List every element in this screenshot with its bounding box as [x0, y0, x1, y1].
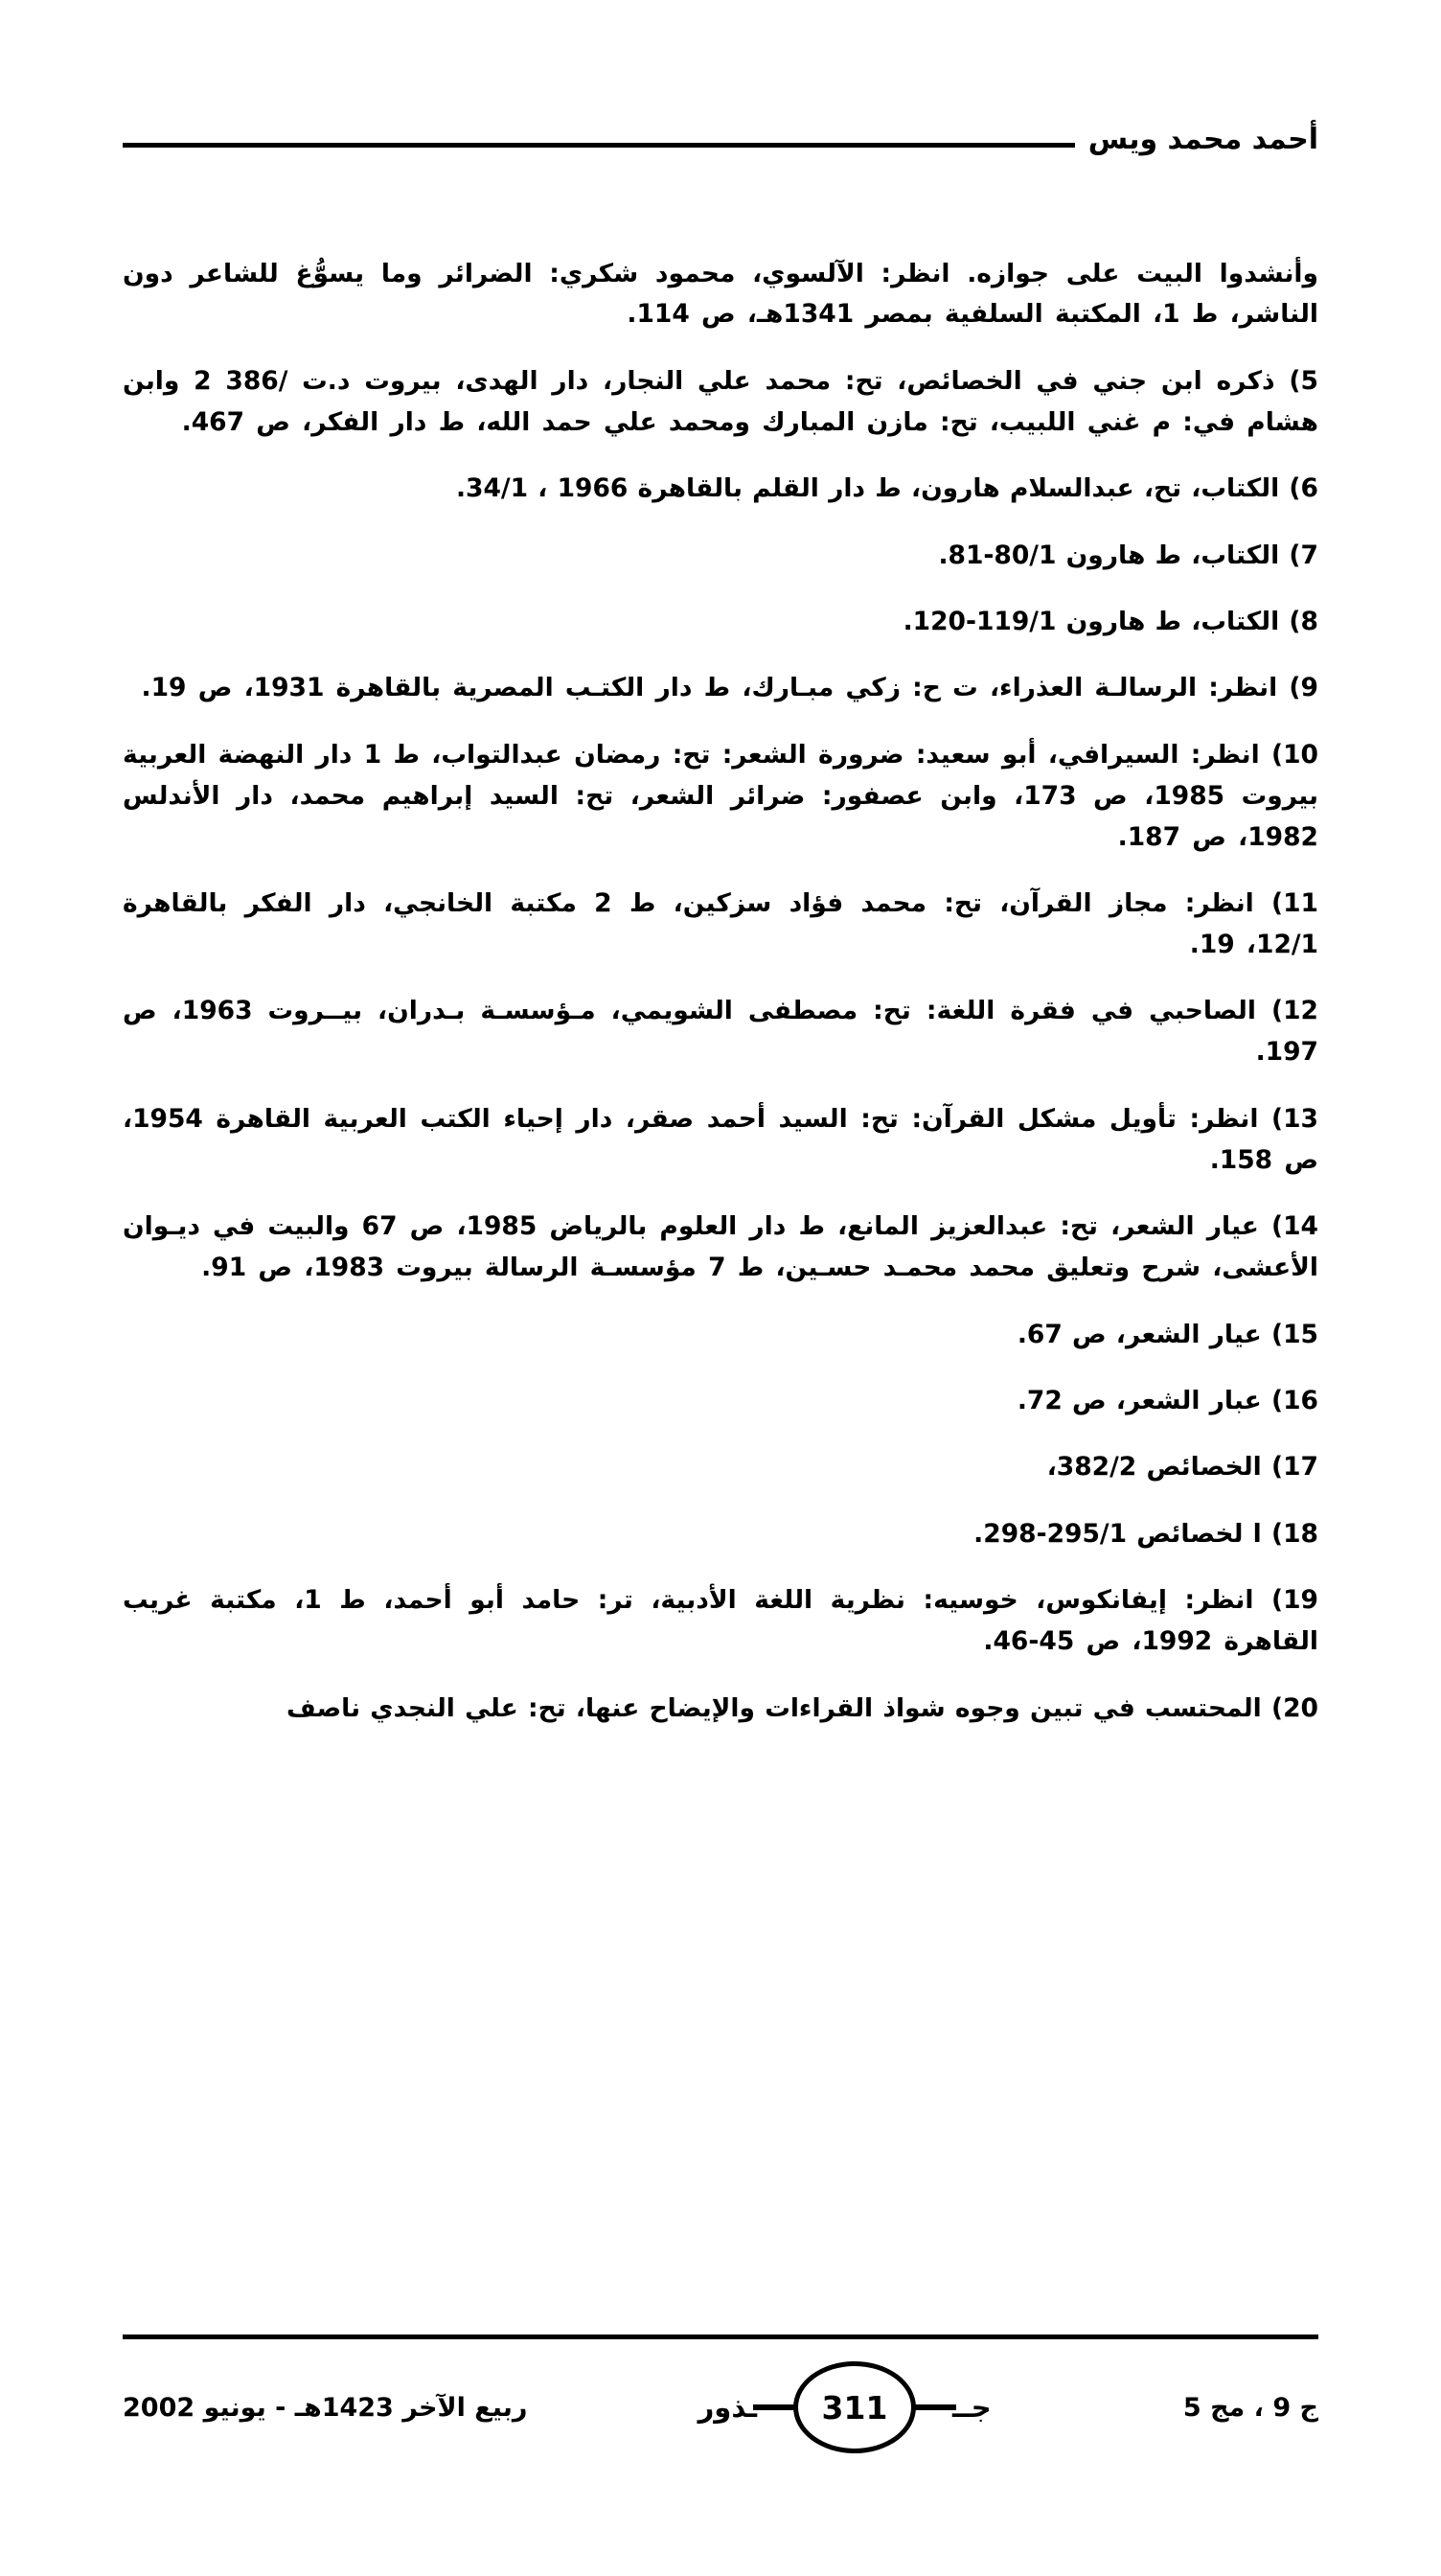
note-17: 17) الخصائص 382/2،	[1046, 1452, 1318, 1483]
note-8: 8) الكتاب، ط هارون 119/1-120.	[903, 607, 1318, 637]
endnotes-list	[123, 228, 1318, 2288]
note-20: 20) المحتسب في تبين وجوه شواذ القراءات والإيضاح عنها، تح: علي النجدي ناصف	[286, 1692, 1318, 1723]
footer-journal-mark	[698, 2361, 992, 2453]
journal-name-right-part: جــ	[951, 2391, 992, 2424]
note-11: 11) انظر: مجاز القرآن، تح: محمد فؤاد سزكين، ط 2 مكتبة الخانجي، دار الفكر بالقاهرة 12/1، 19.	[123, 888, 1318, 960]
note-12: 12) الصاحبي في فقرة اللغة: تح: مصطفى الشويمي، مـؤسسـة بـدران، بيــروت 1963، ص 197.	[123, 996, 1318, 1068]
footer-volume-issue: ج 9 ، مج 5	[1182, 2392, 1318, 2423]
note-18: 18) ا لخصائص 295/1-298.	[973, 1518, 1318, 1549]
note-continuation: وأنشدوا البيت على جوازه. انظر: الآلسوي، محمود شكري: الضرائر وما يسوُّغ للشاعر دون الناشر، ط 1، المكتبة السلفية بمصر 1341هـ، ص 114.	[123, 258, 1318, 330]
footer-row	[123, 2359, 1318, 2455]
header-divider-rule	[123, 143, 1075, 148]
note-16: 16) عبار الشعر، ص 72.	[1017, 1385, 1318, 1415]
note-14: 14) عيار الشعر، تح: عبدالعزيز المانع، ط دار العلوم بالرياض 1985، ص 67 والبيت في ديـوان الأعشى، شرح وتعليق محمد محمـد حسـين، ط 7 مؤسسـة الرسالة بيروت 1983، ص 91.	[123, 1211, 1318, 1283]
footer-issue-date: ربيع الآخر 1423هـ - يونيو 2002	[123, 2392, 528, 2423]
note-15: 15) عيار الشعر، ص 67.	[1017, 1319, 1318, 1349]
journal-name-left-part: ـذور	[698, 2391, 757, 2424]
note-13: 13) انظر: تأويل مشكل القرآن: تح: السيد أحمد صقر، دار إحياء الكتب العربية القاهرة 1954، ص 158.	[123, 1103, 1318, 1175]
note-10: 10) انظر: السيرافي، أبو سعيد: ضرورة الشعر: تح: رمضان عبدالتواب، ط 1 دار النهضة العربية بيروت 1985، ص 173، وابن عصفور: ضرائر الشعر، تح: السيد إبراهيم محمد، دار الأندلس 1982، ص 187.	[123, 739, 1318, 852]
note-5: 5) ذكره ابن جني في الخصائص، تح: محمد علي النجار، دار الهدى، بيروت د.ت /386 2 وابن هشام في: م غني اللبيب، تح: مازن المبارك ومحمد علي حمد الله، ط دار الفكر، ص 467.	[123, 365, 1318, 437]
note-9: 9) انظر: الرسالـة العذراء، ت ح: زكي مبـارك، ط دار الكتـب المصرية بالقاهرة 1931، ص 19.	[141, 673, 1318, 703]
note-19: 19) انظر: إيفانكوس، خوسيه: نظرية اللغة الأدبية، تر: حامد أبو أحمد، ط 1، مكتبة غريب القاهرة 1992، ص 45-46.	[123, 1585, 1318, 1657]
header-author-name: أحمد محمد ويس	[1087, 123, 1318, 156]
note-6: 6) الكتاب، تح، عبدالسلام هارون، ط دار القلم بالقاهرة 1966 ، 34/1.	[455, 473, 1318, 504]
running-header	[123, 113, 1318, 171]
page-number-badge: 311	[793, 2361, 916, 2453]
note-7: 7) الكتاب، ط هارون 80/1-81.	[938, 540, 1318, 570]
page-footer	[123, 2334, 1318, 2459]
footer-divider-rule	[123, 2334, 1318, 2339]
